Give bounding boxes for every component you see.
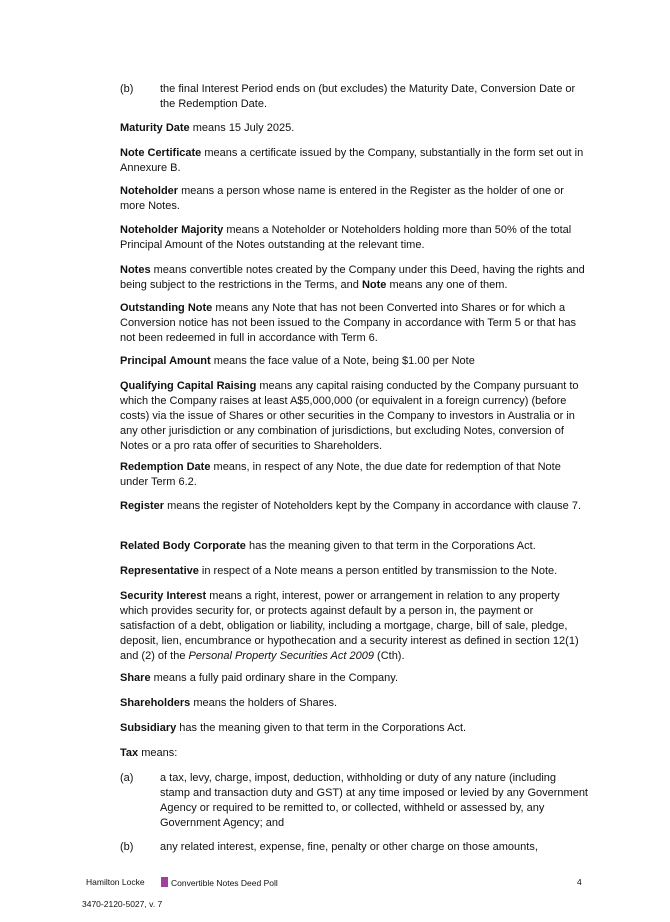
definition-text: means any capital raising conducted by the Company pursuant to which the Company raises at least A$5,000,000 (or equivalent in a foreign currency) (before costs) via the issue of Shares or other securities in the Company to investors in Australia or in any other jurisdiction or any combination of jurisdictions, but excluding Notes, conversion of Notes or a pro rata offer of securities to Shareholders. bbox=[120, 380, 579, 452]
definition-qualifying-capital-raising bbox=[120, 379, 588, 454]
definition-text: means a fully paid ordinary share in the Company. bbox=[150, 672, 399, 684]
list-item-text: any related interest, expense, fine, penalty or other charge on those amounts, bbox=[160, 841, 538, 853]
list-item-text: the final Interest Period ends on (but excludes) the Maturity Date, Conversion Date or the Redemption Date. bbox=[160, 83, 576, 110]
list-label: (b) bbox=[120, 841, 134, 853]
definition-noteholder-majority bbox=[120, 223, 588, 253]
definition-note-certificate bbox=[120, 146, 588, 176]
term: Maturity Date bbox=[120, 122, 190, 134]
definition-text: has the meaning given to that term in the Corporations Act. bbox=[245, 540, 536, 552]
term: Outstanding Note bbox=[120, 302, 213, 314]
definition-text: means the holders of Shares. bbox=[190, 697, 338, 709]
definition-text: means convertible notes created by the Company under this Deed, having the rights and being subject to the restrictions in the Terms, and bbox=[120, 264, 585, 291]
definition-text: means a certificate issued by the Company, substantially in the form set out in Annexure B. bbox=[120, 147, 584, 174]
definition-security-interest bbox=[120, 589, 588, 664]
footer-doc-title-wrap bbox=[161, 877, 278, 888]
definition-text: means, in respect of any Note, the due date for redemption of that Note under Term 6.2. bbox=[120, 461, 561, 488]
term: Principal Amount bbox=[120, 355, 211, 367]
definition-subsidiary bbox=[120, 721, 588, 736]
term: Tax bbox=[120, 747, 139, 759]
term: Noteholder bbox=[120, 185, 179, 197]
definition-text: means a person whose name is entered in the Register as the holder of one or more Notes. bbox=[120, 185, 564, 212]
term: Redemption Date bbox=[120, 461, 211, 473]
definition-shareholders bbox=[120, 696, 588, 711]
definition-representative bbox=[120, 564, 588, 579]
definition-text: means: bbox=[138, 747, 178, 759]
definition-tax bbox=[120, 746, 588, 761]
definition-text: means any one of them. bbox=[386, 279, 508, 291]
list-label: (a) bbox=[120, 772, 134, 784]
term: Note Certificate bbox=[120, 147, 202, 159]
definition-register bbox=[120, 499, 588, 514]
term: Shareholders bbox=[120, 697, 191, 709]
definition-text: means a Noteholder or Noteholders holding more than 50% of the total Principal Amount of the Notes outstanding at the relevant time. bbox=[120, 224, 572, 251]
definition-text: means the face value of a Note, being $1.00 per Note bbox=[210, 355, 475, 367]
list-label: (b) bbox=[120, 83, 134, 95]
term: Representative bbox=[120, 565, 199, 577]
definition-noteholder bbox=[120, 184, 588, 214]
document-reference: 3470-2120-5027, v. 7 bbox=[82, 899, 163, 909]
footer-firm: Hamilton Locke bbox=[86, 877, 145, 887]
definition-text: means the register of Noteholders kept by the Company in accordance with clause 7. bbox=[164, 500, 582, 512]
definition-text: in respect of a Note means a person entitled by transmission to the Note. bbox=[198, 565, 558, 577]
term: Security Interest bbox=[120, 590, 207, 602]
color-swatch-icon bbox=[161, 877, 168, 887]
definition-text: means any Note that has not been Converted into Shares or for which a Conversion notice has not been issued to the Company in accordance with Term 5 or that has not been redeemed in full in accordance with Term 6. bbox=[120, 302, 576, 344]
definition-outstanding-note bbox=[120, 301, 588, 346]
definition-text: means 15 July 2025. bbox=[189, 122, 295, 134]
definition-share bbox=[120, 671, 588, 686]
definition-text: means a right, interest, power or arrangement in relation to any property which provides security for, or protects against default by a person in, the payment or satisfaction of a debt, obligation or liability, including a mortgage, charge, bill of sale, pledge, deposit, lien, encumbrance or hypothecation and a security interest as defined in section 12(1) and (2) of the bbox=[120, 590, 579, 662]
term: Related Body Corporate bbox=[120, 540, 246, 552]
definition-maturity-date bbox=[120, 121, 588, 136]
term: Share bbox=[120, 672, 151, 684]
term: Note bbox=[361, 279, 387, 291]
page-number: 4 bbox=[577, 877, 582, 887]
term: Notes bbox=[120, 264, 151, 276]
term: Register bbox=[120, 500, 165, 512]
definition-text: has the meaning given to that term in the Corporations Act. bbox=[176, 722, 467, 734]
definition-redemption-date bbox=[120, 460, 588, 490]
term: Noteholder Majority bbox=[120, 224, 224, 236]
term: Qualifying Capital Raising bbox=[120, 380, 257, 392]
list-item-text: a tax, levy, charge, impost, deduction, withholding or duty of any nature (including stamp and transaction duty and GST) at any time imposed or levied by any Government Agency or required to be remitted to, or collected, withheld or assessed by, any Government Agency; and bbox=[160, 772, 588, 829]
definition-text: (Cth). bbox=[373, 650, 405, 662]
definition-notes bbox=[120, 263, 588, 293]
definition-principal-amount bbox=[120, 354, 588, 369]
term: Subsidiary bbox=[120, 722, 177, 734]
footer-doc-title: Convertible Notes Deed Poll bbox=[171, 878, 278, 888]
act-title: Personal Property Securities Act 2009 bbox=[188, 650, 374, 662]
definition-related-body-corporate bbox=[120, 539, 588, 554]
